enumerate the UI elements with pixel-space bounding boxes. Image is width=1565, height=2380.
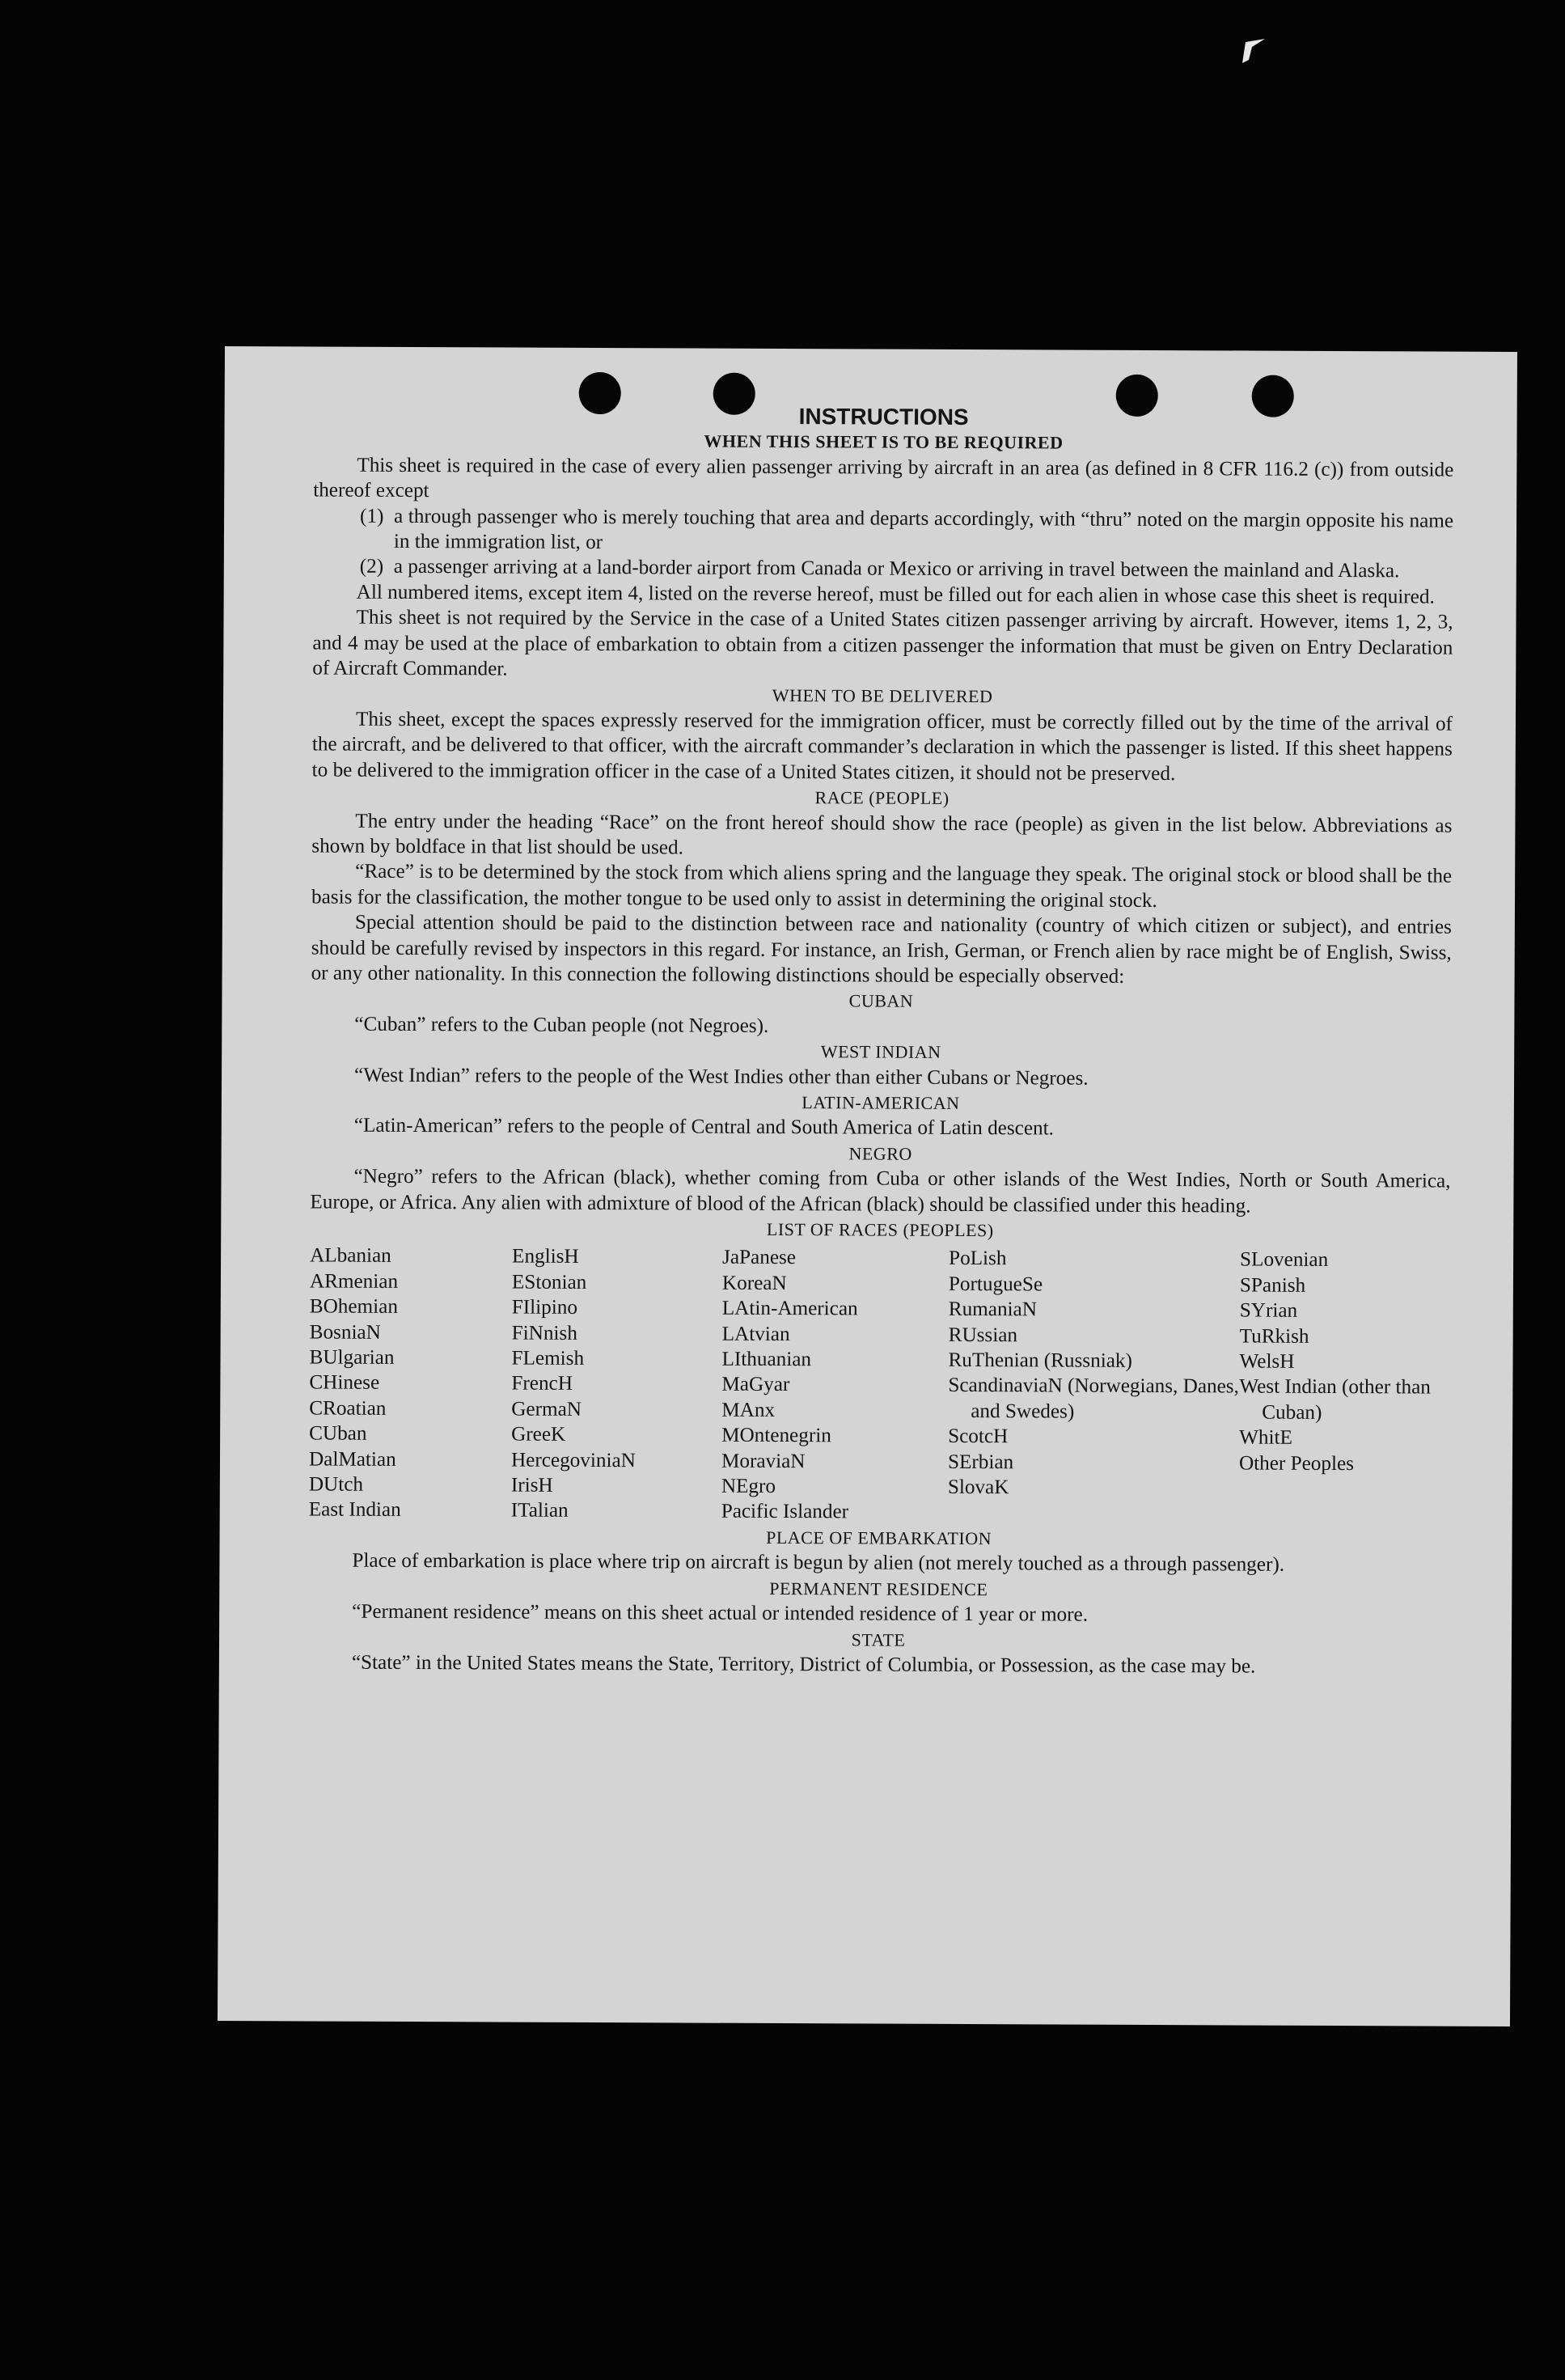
paragraph: Place of embarkation is place where trip on aircraft is begun by alien (not merely touched as a through passenger).: [352, 1549, 1285, 1577]
race-entry: NEgro: [721, 1475, 776, 1498]
race-entry: East Indian: [308, 1498, 401, 1522]
corner-pen-mark: [1237, 36, 1270, 68]
race-entry: CUban: [309, 1422, 367, 1446]
race-entry: RumaniaN: [948, 1298, 1038, 1321]
heading-state: STATE: [851, 1628, 906, 1650]
race-entry: MOntenegrin: [721, 1424, 831, 1447]
race-entry: IrisH: [510, 1474, 553, 1497]
heading-negro: NEGRO: [848, 1143, 912, 1164]
race-entry: FIlipino: [511, 1296, 578, 1319]
race-entry: SLovenian: [1240, 1248, 1329, 1272]
instruction-sheet: [218, 346, 1517, 2026]
race-entry: BOhemian: [309, 1295, 399, 1319]
heading-list-of-races: LIST OF RACES (PEOPLES): [766, 1218, 994, 1241]
paragraph: “Cuban” refers to the Cuban people (not Negroes).: [354, 1013, 769, 1037]
race-entry: RUssian: [948, 1323, 1018, 1346]
race-entry: BUlgarian: [309, 1346, 395, 1369]
races-column: [511, 1244, 723, 1525]
race-entry: GreeK: [511, 1423, 566, 1446]
heading-latin-american: LATIN-AMERICAN: [802, 1092, 960, 1113]
race-entry: FrencH: [511, 1372, 573, 1395]
document-title: INSTRUCTIONS: [798, 404, 969, 430]
item-text: a through passenger who is merely touching that area and departs accordingly, with “thru” noted on the margin opposite his name in the immigration list, or: [393, 505, 1454, 554]
item-number: (1): [360, 505, 384, 527]
races-column: [309, 1243, 513, 1524]
paragraph: “Permanent residence” means on this sheet actual or intended residence of 1 year or more.: [352, 1600, 1089, 1626]
race-entry: ScandinaviaN (Norwegians, Danes, and Swedes): [948, 1374, 1239, 1423]
race-entry: MoraviaN: [721, 1450, 806, 1472]
race-entry: JaPanese: [722, 1247, 797, 1269]
heading-when-delivered: WHEN TO BE DELIVERED: [772, 685, 993, 707]
paragraph: “State” in the United States means the State, Territory, District of Columbia, or Possession, as the case may be.: [351, 1651, 1256, 1678]
races-column: [1239, 1247, 1451, 1528]
item-number: (2): [359, 556, 384, 578]
race-entry: LAtin-American: [721, 1297, 858, 1320]
list-item: [360, 503, 1453, 559]
race-entry: WelsH: [1239, 1350, 1295, 1373]
race-entry: ScotcH: [948, 1425, 1009, 1448]
race-entry: EStonian: [511, 1271, 587, 1294]
race-entry: ALbanian: [310, 1244, 391, 1268]
race-entry: WhitE: [1239, 1426, 1292, 1450]
paragraph: “Negro” refers to the African (black), whether coming from Cuba or other islands of the West Indies, North or South America, Europe, or Africa. Any alien with admixture of blood of the African (black) should be classified under this heading.: [310, 1165, 1451, 1218]
races-column: [721, 1245, 950, 1526]
race-entry: ITalian: [510, 1500, 569, 1522]
race-entry: LAtvian: [721, 1323, 790, 1345]
paragraph: This sheet is required in the case of every alien passenger arriving by aircraft in an area (as defined in 8 CFR 116.2 (c)) from outside thereof except: [313, 454, 1454, 502]
race-entry: KoreaN: [721, 1272, 787, 1294]
paragraph: Special attention should be paid to the distinction between race and nationality (country of which citizen or subject), and entries should be carefully revised by inspectors in this regard. For instance, an Irish, German, or French alien by race might be of English, Swiss, or any other nationality. In this connection the following distinctions should be especially observed:: [311, 911, 1452, 988]
race-entry: FiNnish: [511, 1322, 577, 1345]
race-entry: FLemish: [511, 1347, 585, 1370]
race-entry: CRoatian: [309, 1397, 387, 1420]
paragraph: All numbered items, except item 4, listed on the reverse hereof, must be filled out for each alien in whose case this sheet is required.: [356, 581, 1435, 608]
race-entry: PortugueSe: [948, 1273, 1043, 1296]
race-entry: LIthuanian: [721, 1348, 812, 1371]
race-entry: MaGyar: [721, 1374, 790, 1396]
paragraph: “West Indian” refers to the people of the West Indies other than either Cubans or Negroes.: [354, 1064, 1089, 1090]
heading-cuban: CUBAN: [848, 990, 914, 1012]
race-entry: CHinese: [309, 1371, 380, 1395]
paragraph: This sheet, except the spaces expressly reserved for the immigration officer, must be correctly filled out by the time of the arrival of the aircraft, and be delivered to that officer, with the aircraft commander’s declaration in which the passenger is listed. If this sheet happens to be delivered to the immigration officer in the case of a United States citizen, it should not be preserved.: [311, 708, 1453, 785]
document-body: [308, 401, 1454, 1679]
race-entry: West Indian (other than Cuban): [1239, 1375, 1431, 1424]
race-entry: GermaN: [511, 1398, 582, 1421]
heading-race: RACE (PEOPLE): [814, 787, 950, 809]
race-entry: BosniaN: [309, 1321, 381, 1344]
paragraph: The entry under the heading “Race” on the front hereof should show the race (people) as given in the list below. Abbreviations as shown by boldface in that list should be used.: [311, 810, 1453, 859]
heading-permanent-residence: PERMANENT RESIDENCE: [769, 1577, 988, 1599]
paragraph: “Latin-American” refers to the people of Central and South America of Latin descent.: [353, 1115, 1054, 1140]
races-list: [309, 1243, 1450, 1528]
paragraph: “Race” is to be determined by the stock from which aliens spring and the language they speak. The original stock or blood shall be the basis for the classification, the mother tongue to be used only to assist in determining the original stock.: [311, 861, 1453, 912]
race-entry: SPanish: [1239, 1274, 1306, 1297]
heading-place-of-embarkation: PLACE OF EMBARKATION: [766, 1527, 992, 1549]
race-entry: SYrian: [1239, 1299, 1298, 1323]
race-entry: DalMatian: [308, 1448, 396, 1471]
race-entry: PoLish: [949, 1247, 1007, 1270]
race-entry: HercegoviniaN: [510, 1449, 636, 1472]
race-entry: Pacific Islander: [721, 1501, 849, 1523]
heading-west-indian: WEST INDIAN: [820, 1041, 941, 1063]
races-column: [948, 1246, 1241, 1527]
item-text: a passenger arriving at a land-border airport from Canada or Mexico or arriving in travel between the mainland and Alaska.: [393, 556, 1400, 582]
race-entry: TuRkish: [1239, 1325, 1309, 1348]
race-entry: DUtch: [308, 1473, 364, 1496]
race-entry: Other Peoples: [1238, 1452, 1355, 1475]
race-entry: MAnx: [721, 1399, 776, 1421]
heading-when-required: WHEN THIS SHEET IS TO BE REQUIRED: [704, 430, 1064, 453]
race-entry: SlovaK: [947, 1476, 1009, 1499]
race-entry: EnglisH: [512, 1245, 579, 1268]
race-entry: ARmenian: [309, 1270, 399, 1293]
race-entry: SErbian: [947, 1450, 1014, 1473]
paragraph: This sheet is not required by the Service in the case of a United States citizen passenger arriving by aircraft. However, items 1, 2, 3, and 4 may be used at the place of embarkation to obtain from a citizen passenger the information that must be given on Entry Declaration of Aircraft Commander.: [312, 606, 1453, 680]
race-entry: RuThenian (Russniak): [948, 1349, 1132, 1372]
